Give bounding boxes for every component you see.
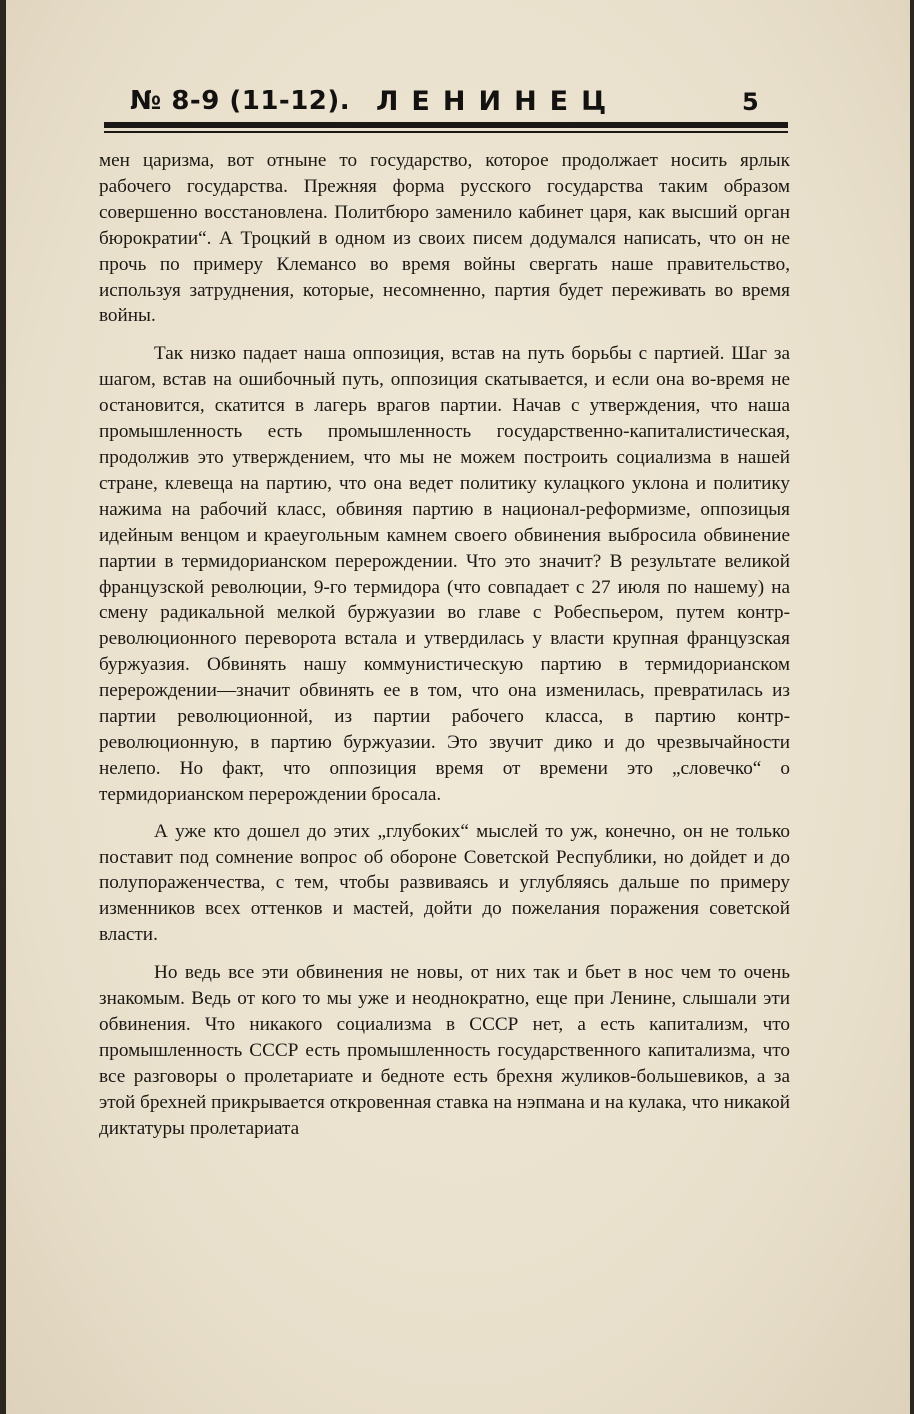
document-page [6, 0, 910, 1414]
page-header [130, 82, 770, 122]
header-rule-thin [104, 131, 788, 133]
paragraph-3: А уже кто дошел до этих „глубоких“ мыслей то уж, конечно, он не только поставит под сомнение вопрос об обороне Советской Республики, но дойдет и до полупораженчества, с тем, чтобы развиваясь и углубляясь дальше по примеру изменников всех оттенков и мастей, дойти до пожелания поражения советской власти. [99, 820, 790, 946]
paragraph-1: мен царизма, вот отныне то государство, которое продолжает носить ярлык рабочего государства. Прежняя форма русского государства таким образом совершенно восстановлена. Политбюро заменило кабинет царя, как высший орган бюрократии“. А Троцкий в одном из своих писем додумался написать, что он не прочь по примеру Клемансо во время войны свергать наше правительство, используя затруднения, которые, несомненно, партия будет переживать во время войны. [99, 150, 790, 327]
page-number: 5 [742, 88, 759, 116]
header-rule-thick [104, 122, 788, 128]
issue-number: № 8-9 (11-12). [130, 86, 351, 116]
newspaper-title: ЛЕНИНЕЦ [376, 86, 620, 117]
article-body [99, 148, 790, 1142]
paragraph-4: Но ведь все эти обвинения не новы, от них так и бьет в нос чем то очень знакомым. Ведь от кого то мы уже и неоднократно, еще при Ленине, слышали эти обвинения. Что никакого социализма в СССР нет, а есть капитализм, что промышленность СССР есть промышленность государственного капитализма, что все разговоры о пролетариате и бедноте есть брехня жуликов-большевиков, а за этой брехней прикрывается откровенная ставка на нэпмана и на кулака, что никакой диктатуры пролетариата [99, 962, 790, 1139]
paragraph-2: Так низко падает наша оппозиция, встав на путь борьбы с партией. Шаг за шагом, встав на ошибочный путь, оппозиция скатывается, и если она во-время не остановится, скатится в лагерь врагов партии. Начав с утверждения, что наша промышленность есть промышленность государственно-капиталистическая, продолжив это утверждением, что мы не можем построить социализма в нашей стране, клевеща на партию, что она ведет политику кулацкого уклона и политику нажима на рабочий класс, обвиняя партию в национал-реформизме, оппозицыя идейным венцом и краеугольным камнем своего обвинения выбросила обвинение партии в термидорианском перерождении. Что это значит? В результате великой французской революции, 9-го термидора (что совпадает с 27 июля по нашему) на смену радикальной мелкой буржуазии во главе с Робеспьером, путем контр-революционного переворота встала и утвердилась у власти крупная французская буржуазия. Обвинять нашу коммунистическую партию в термидорианском перерождении—значит обвинять ее в том, что она изменилась, превратилась из партии революционной, из партии рабочего класса, в партию контр-революционную, в партию буржуазии. Это звучит дико и до чрезвычайности нелепо. Но факт, что оппозиция время от времени это „словечко“ о термидорианском перерождении бросала. [99, 343, 790, 805]
